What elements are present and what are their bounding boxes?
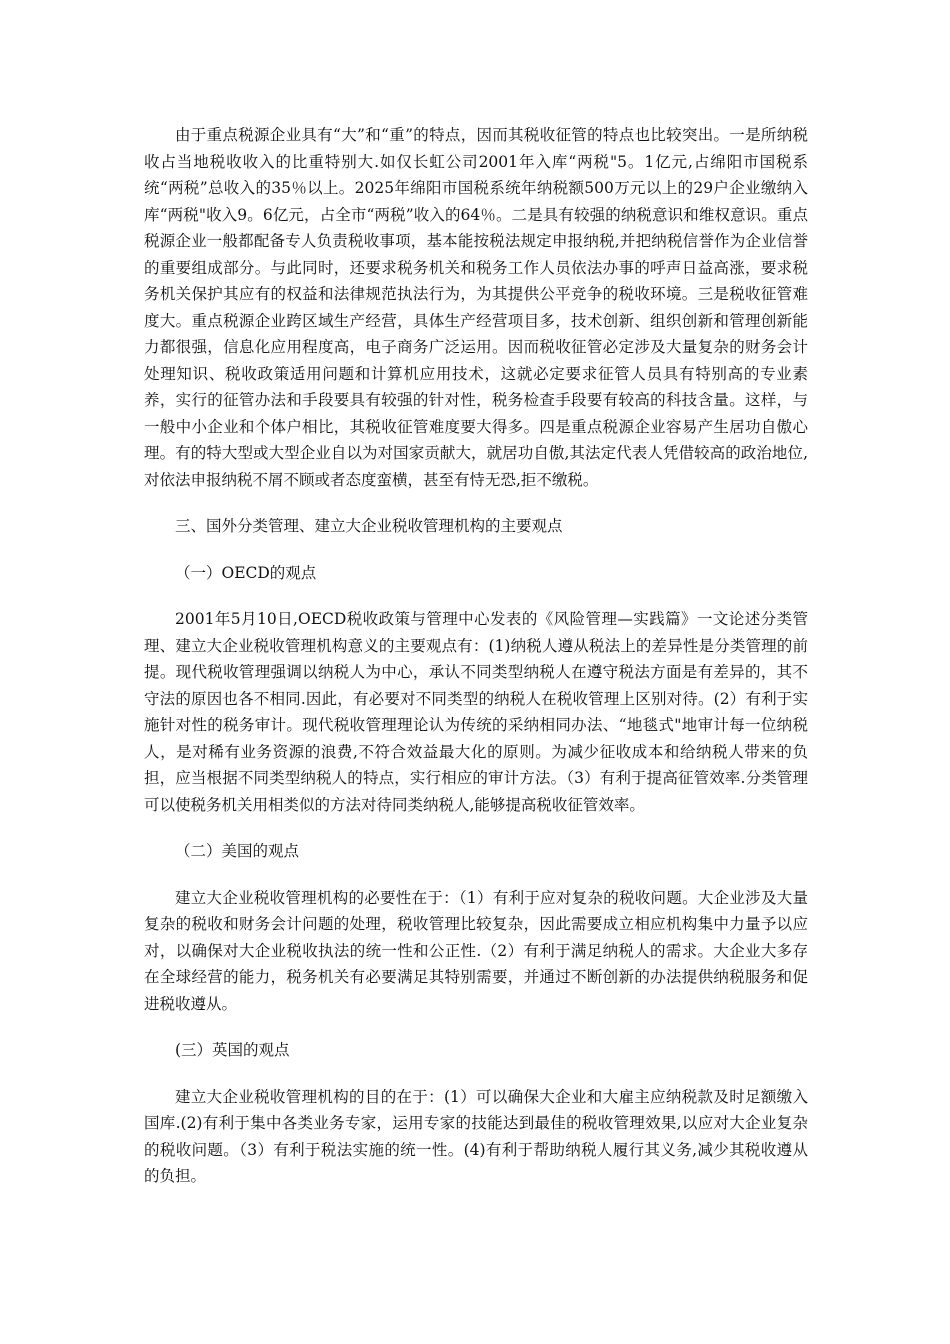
subheading-uk: (三）英国的观点 [175, 1041, 290, 1059]
subheading-usa: （二）美国的观点 [175, 842, 300, 860]
paragraph-key-taxpayer-features: 由于重点税源企业具有“大”和“重”的特点，因而其税收征管的特点也比较突出。一是所纳税收占当地税收收入的比重特别大.如仅长虹公司2001年入库“两税"5。1亿元,占绵阳市国税系统“两税”总收入的35％以上。2025年绵阳市国税系统年纳税额500万元以上的29户企业缴纳入库“两税"收入9。6亿元，占全市“两税”收入的64％。二是具有较强的纳税意识和维权意识。重点税源企业一般都配备专人负责税收事项，基本能按税法规定申报纳税,并把纳税信誉作为企业信誉的重要组成部分。与此同时，还要求税务机关和税务工作人员依法办事的呼声日益高涨，要求税务机关保护其应有的权益和法律规范执法行为，为其提供公平竞争的税收环境。三是税收征管难度大。重点税源企业跨区域生产经营，具体生产经营项目多，技术创新、组织创新和管理创新能力都很强，信息化应用程度高，电子商务广泛运用。因而税收征管必定涉及大量复杂的财务会计处理知识、税收政策适用问题和计算机应用技术，这就必定要求征管人员具有特别高的专业素养，实行的征管办法和手段要具有较强的针对性，税务检查手段要有较高的科技含量。这样，与一般中小企业和个体户相比，其税收征管难度要大得多。四是重点税源企业容易产生居功自傲心理。有的特大型或大型企业自以为对国家贡献大，就居功自傲,其法定代表人凭借较高的政治地位,对依法申报纳税不屑不顾或者态度蛮横，甚至有恃无恐,拒不缴税。 [144, 126, 808, 489]
document-page [144, 122, 808, 1210]
subheading-oecd: （一）OECD的观点 [175, 563, 317, 582]
section-heading-foreign-views: 三、国外分类管理、建立大企业税收管理机构的主要观点 [175, 517, 563, 535]
paragraph-oecd-view: 2001年5月10日,OECD税收政策与管理中心发表的《风险管理—实践篇》一文论述分类管理、建立大企业税收管理机构意义的主要观点有：(1)纳税人遵从税法上的差异性是分类管理的前提。现代税收管理强调以纳税人为中心，承认不同类型纳税人在遵守税法方面是有差异的，其不守法的原因也各不相同.因此，有必要对不同类型的纳税人在税收管理上区别对待。(2）有利于实施针对性的税务审计。现代税收管理理论认为传统的采纳相同办法、“地毯式"地审计每一位纳税人，是对稀有业务资源的浪费,不符合效益最大化的原则。为减少征收成本和给纳税人带来的负担，应当根据不同类型纳税人的特点，实行相应的审计方法。（3）有利于提高征管效率.分类管理可以使税务机关用相类似的方法对待同类纳税人,能够提高税收征管效率。 [144, 610, 808, 814]
paragraph-usa-view: 建立大企业税收管理机构的必要性在于：（1）有利于应对复杂的税收问题。大企业涉及大量复杂的税收和财务会计问题的处理，税收管理比较复杂，因此需要成立相应机构集中力量予以应对，以确保对大企业税收执法的统一性和公正性.（2）有利于满足纳税人的需求。大企业大多存在全球经营的能力，税务机关有必要满足其特别需要，并通过不断创新的办法提供纳税服务和促进税收遵从。 [144, 888, 808, 1013]
paragraph-uk-view: 建立大企业税收管理机构的目的在于：(1）可以确保大企业和大雇主应纳税款及时足额缴入国库.(2)有利于集中各类业务专家，运用专家的技能达到最佳的税收管理效果,以应对大企业复杂的税收问题。（3）有利于税法实施的统一性。(4)有利于帮助纳税人履行其义务,减少其税收遵从的负担。 [144, 1087, 808, 1185]
